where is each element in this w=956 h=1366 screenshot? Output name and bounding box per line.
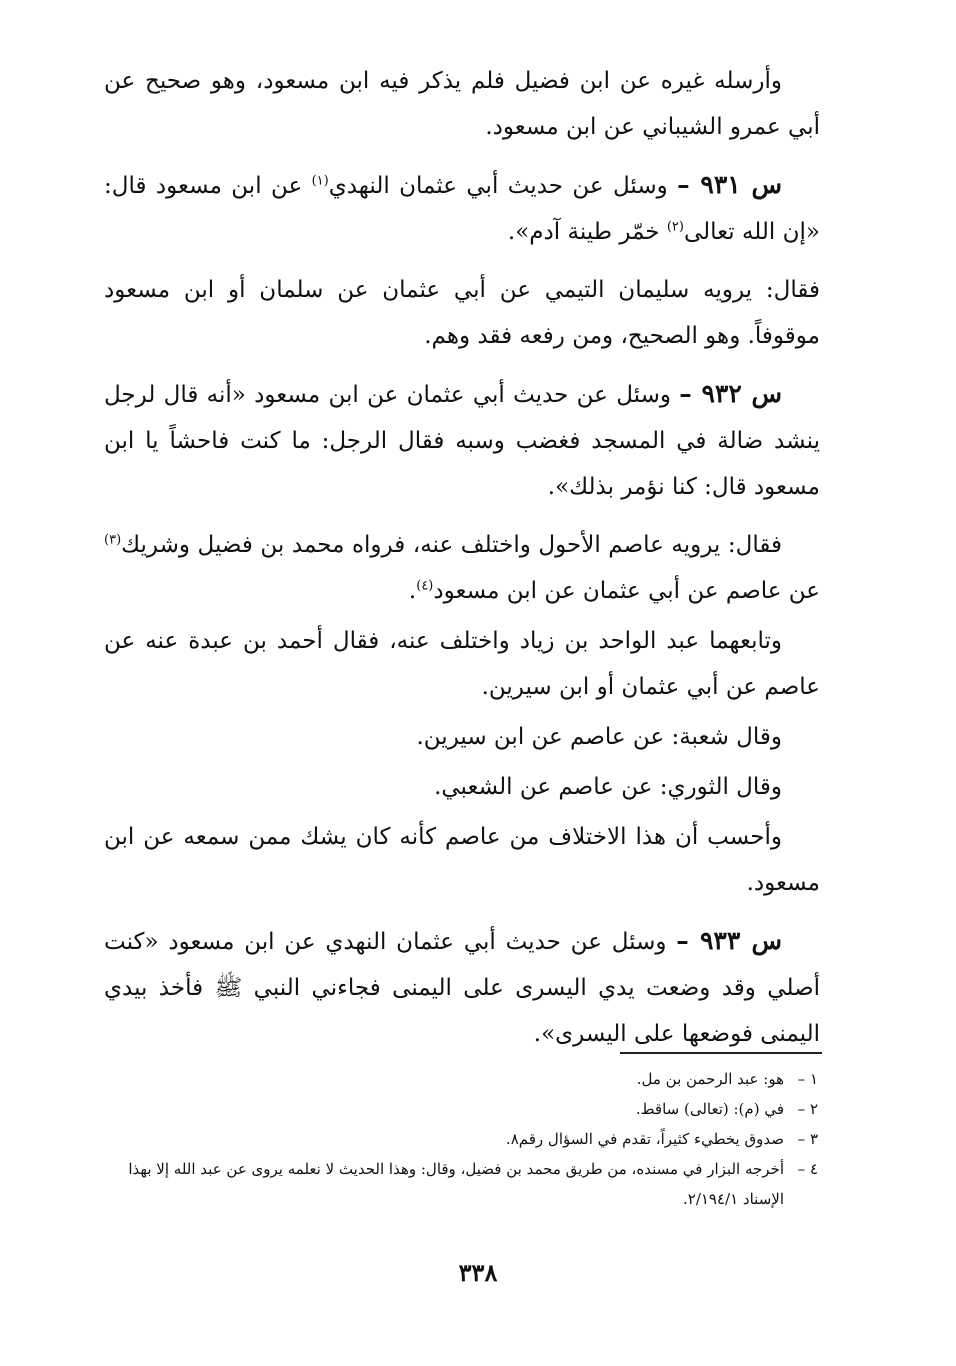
question-text: وسئل عن حديث أبي عثمان عن ابن مسعود «أنه قال لرجل ينشد ضالة في المسجد فغضب وسبه فقال الرجل: ما كنت فاحشاً يا ابن مسعود قال: كنا نؤمر بذلك».: [104, 382, 820, 500]
footnote-number: ٤ –: [797, 1160, 818, 1178]
paragraph-conclusion: [104, 814, 820, 906]
footnote-item: [110, 1064, 818, 1094]
footnote-text: صدوق يخطيء كثيراً، تقدم في السؤال رقم٨.: [505, 1130, 784, 1148]
footnote-item: [110, 1124, 818, 1154]
answer-text: فقال: يرويه سليمان التيمي عن أبي عثمان عن سلمان أو ابن مسعود موقوفاً. وهو الصحيح، ومن رفعه فقد وهم.: [104, 277, 820, 349]
footnote-number: ٢ –: [797, 1100, 818, 1118]
answer-text: عن عاصم عن أبي عثمان عن ابن مسعود: [433, 578, 820, 604]
answer-text: .: [408, 578, 417, 604]
question-933: [104, 918, 820, 1057]
footnote-ref[interactable]: (٢): [666, 219, 684, 235]
question-text: خمّر طينة آدم».: [507, 219, 667, 245]
question-text: وسئل عن حديث أبي عثمان النهدي عن ابن مسعود «كنت أصلي وقد وضعت يدي اليسرى على اليمنى فجاءني النبي ﷺ فأخذ بيدي اليمنى فوضعها على اليسرى».: [104, 929, 820, 1047]
question-number: س ٩٣٣ –: [676, 926, 782, 955]
footnote-text: أخرجه البزار في مسنده، من طريق محمد بن فضيل، وقال: وهذا الحديث لا نعلمه يروى عن عبد الله إلا بهذا الإسناد ٢/١٩٤/١.: [128, 1160, 784, 1208]
question-number: س ٩٣١ –: [677, 170, 782, 199]
footnote-item: [110, 1094, 818, 1124]
footnote-ref[interactable]: (٤): [416, 578, 434, 594]
question-text: وسئل عن حديث أبي عثمان النهدي: [328, 173, 678, 199]
footnote-text: في (م): (تعالى) ساقط.: [635, 1100, 784, 1118]
paragraph-thawri: [104, 764, 820, 810]
question-text: عن ابن مسعود قال: «إن الله تعالى: [104, 173, 820, 245]
footnote-number: ١ –: [797, 1070, 818, 1088]
answer-931: [104, 267, 820, 359]
question-932: [104, 371, 820, 510]
footnote-number: ٣ –: [797, 1130, 818, 1148]
paragraph-shuba: [104, 714, 820, 760]
footnote-ref[interactable]: (٣): [104, 532, 122, 548]
answer-932: [104, 522, 820, 614]
paragraph-text: وأرسله غيره عن ابن فضيل فلم يذكر فيه ابن مسعود، وهو صحيح عن أبي عمرو الشيباني عن ابن مسعود.: [104, 68, 820, 140]
footnote-text: هو: عبد الرحمن بن مل.: [636, 1070, 784, 1088]
page-number: ٣٣٨: [458, 1258, 498, 1287]
paragraph-followers: [104, 618, 820, 710]
footnote-item: [110, 1154, 818, 1214]
footnotes: [110, 1064, 818, 1214]
paragraph-text: وقال الثوري: عن عاصم عن الشعبي.: [434, 774, 782, 800]
question-number: س ٩٣٢ –: [679, 379, 782, 408]
footnote-divider: [620, 1052, 822, 1054]
paragraph-1: [104, 58, 820, 150]
paragraph-text: وتابعهما عبد الواحد بن زياد واختلف عنه، فقال أحمد بن عبدة عنه عن عاصم عن أبي عثمان أو ابن سيرين.: [104, 628, 820, 700]
answer-text: فقال: يرويه عاصم الأحول واختلف عنه، فرواه محمد بن فضيل وشريك: [121, 532, 782, 558]
footnote-ref[interactable]: (١): [311, 173, 329, 189]
main-text: [104, 58, 820, 1069]
paragraph-text: وقال شعبة: عن عاصم عن ابن سيرين.: [416, 724, 782, 750]
paragraph-text: وأحسب أن هذا الاختلاف من عاصم كأنه كان يشك ممن سمعه عن ابن مسعود.: [104, 824, 820, 896]
question-931: [104, 162, 820, 255]
